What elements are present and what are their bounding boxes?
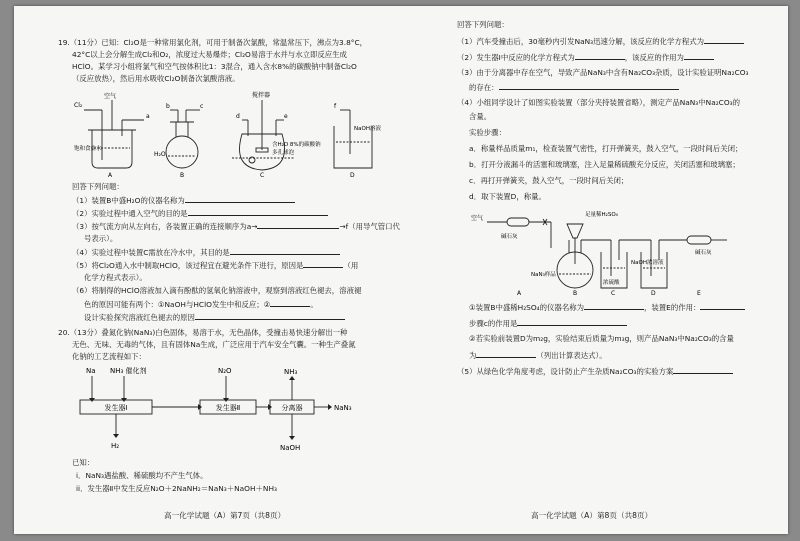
flow-nh3-out: NH₃ [284, 368, 298, 376]
q19-item-3: （3）按气流方向从左向右，各装置正确的连接顺序为a→ →f（用导气管口代 [72, 222, 400, 231]
fig2-soda-lime-a: 碱石灰 [501, 234, 518, 240]
fig2-label-d: D [651, 290, 656, 296]
q19-item-6-cont: 色的原因可能有两个：①NaOH与HClO发生中和反应；② 。 [84, 300, 318, 309]
q19-line-1: 19.（11分）已知：Cl₂O是一种常用氯化剂，可用于制备次氯酸，常温常压下，沸点为3.8°C， [58, 38, 368, 47]
q20-item-2: （2）发生器Ⅰ中反应的化学方程式为 ，该反应的作用为 [457, 52, 714, 62]
fig2-label-b: B [573, 290, 578, 296]
page-7-footer: 高一化学试题（A）第7页（共8页） [164, 511, 286, 520]
q19-item-2: （2）实验过程中通入空气的目的是 [72, 208, 328, 218]
q20-known-label: 已知： [72, 458, 95, 467]
label-cl2: Cl₂ [74, 102, 83, 109]
flow-naoh: NaOH [280, 444, 301, 452]
flow-separator: 分离器 [281, 404, 303, 412]
apparatus-a: A [108, 172, 113, 178]
q20-line-1: 20.（13分）叠氮化钠(NaN₃)白色固体，易溶于水，无色晶体，受撞击易快速分解出一种 [58, 328, 348, 337]
port-f: f [334, 103, 337, 110]
q20-apparatus-figure [471, 204, 741, 296]
q19-line-4: （反应放热），然后用水吸收Cl₂O制备次氯酸溶液。 [72, 74, 240, 83]
q20-answer-intro: 回答下列问题： [457, 20, 509, 29]
sub-q2-cont: 为 （列出计算表达式）。 [469, 351, 607, 360]
q19-item-6-design: 设计实验探究溶液红色褪去的原因 [84, 312, 345, 322]
port-a: a [146, 113, 150, 120]
q19-item-5: （5）将Cl₂O通入水中制取HClO，该过程宜在避光条件下进行，原因是 （用 [72, 261, 359, 270]
q19-answer-intro: 回答下列问题： [72, 182, 124, 191]
label-porous-bubbler: 多孔球泡 [272, 150, 295, 156]
port-e: e [284, 113, 288, 120]
flow-generator-1: 发生器Ⅰ [104, 404, 128, 412]
port-d: d [236, 113, 240, 120]
fig2-conc-h2so4: 浓硫酸 [603, 280, 620, 286]
flow-nh3-catalyst: NH₃ 催化剂 [110, 367, 147, 375]
q20-process-flow [74, 364, 394, 454]
q19-line-2: 42°C以上会分解生成Cl₂和O₂，浓度过大易爆炸；Cl₂O易溶于水并与水立即反应生成 [72, 50, 347, 59]
port-c: c [200, 103, 204, 110]
q19-item-3-cont: 号表示）。 [84, 234, 118, 243]
flow-nan3-product: NaN₃ [334, 404, 352, 412]
fig2-dilute-h2so4: 足量稀H₂SO₄ [585, 212, 618, 218]
q20-line-3: 化钠的工艺流程如下： [72, 352, 146, 361]
step-b: b．打开分液漏斗的活塞和玻璃塞，注入足量稀硫酸充分反应，关闭活塞和玻璃塞； [469, 160, 740, 169]
q20-item-4: （4）小组同学设计了如图实验装置（部分夹持装置省略），测定产品NaN₃中Na₂CO₃的 [457, 98, 741, 107]
fig2-nan3-sample: NaN₃样品 [531, 272, 556, 278]
q20-item-3: （3）由于分离器中存在空气，导致产品NaN₃中含有Na₂CO₃杂质，设计实验证明Na₂CO₃ [457, 68, 749, 77]
exam-sheet [14, 6, 788, 534]
q20-known-2: ii．发生器Ⅱ中发生反应N₂O＋2NaNH₂＝NaN₃＋NaOH＋NH₃ [76, 484, 277, 493]
q20-known-1: i．NaN₃遇盐酸、稀硫酸均不产生气体。 [76, 471, 208, 480]
q20-item-3-cont: 的存在： [469, 82, 679, 92]
flow-na: Na [86, 367, 96, 375]
step-d: d．取下装置D，称量。 [469, 192, 546, 201]
step-a: a．称量样品质量m₁，检查装置气密性，打开弹簧夹，鼓入空气，一段时间后关闭； [469, 144, 743, 153]
apparatus-d: D [350, 172, 355, 178]
fig2-label-c: C [611, 290, 616, 296]
fig2-label-a: A [517, 290, 522, 296]
flow-n2o: N₂O [218, 367, 232, 375]
label-stirrer: 搅拌器 [252, 92, 271, 99]
port-b: b [166, 103, 170, 110]
flow-generator-2: 发生器Ⅱ [215, 404, 241, 412]
sub-q1: ①装置B中盛稀H₂SO₄的仪器名称为 ，装置E的作用： [469, 302, 745, 312]
q20-item-1: （1）汽车受撞击后，30毫秒内引发NaN₃迅速分解，该反应的化学方程式为 [457, 36, 744, 46]
label-h2o: H₂O [154, 151, 166, 158]
page-7 [14, 6, 401, 534]
q19-item-6: （6）将制得的HClO溶液加入滴有酚酞的氢氧化钠溶液中，观察到溶液红色褪去，溶液褪 [72, 286, 362, 295]
page-8-footer: 高一化学试题（A）第8页（共8页） [531, 511, 653, 520]
label-saturated-brine: 饱和食盐水 [74, 146, 102, 152]
q19-item-1: （1）装置B中盛H₂O的仪器名称为 [72, 195, 295, 205]
q20-item-5: （5）从绿色化学角度考虑，设计防止产生杂质Na₂CO₃的实验方案 [457, 366, 733, 376]
q19-line-3: HClO。某学习小组将氯气和空气按体积比1：3混合，通入含水8%的碳酸钠中制备Cl₂O [72, 62, 357, 71]
apparatus-b: B [180, 172, 185, 178]
step-c: c．再打开弹簧夹，鼓入空气，一段时间后关闭； [469, 176, 629, 185]
sub-q1-step-c: 步骤c的作用是 [469, 318, 627, 328]
fig2-air: 空气 [471, 215, 484, 222]
fig2-naoh-solution: NaOH浓溶液 [631, 260, 664, 266]
fig2-soda-lime-e: 碱石灰 [695, 250, 712, 256]
q19-item-5-cont: 化学方程式表示）。 [84, 273, 147, 282]
label-na2co3: 含H₂O 8%的碳酸钠 [272, 142, 321, 148]
label-naoh: NaOH溶液 [354, 126, 381, 132]
q19-item-4: （4）实验过程中装置C需放在冷水中，其目的是 [72, 247, 340, 257]
apparatus-c: C [260, 172, 265, 178]
flow-h2: H₂ [111, 442, 120, 450]
q20-line-2: 无色、无味、无毒的气体，且有固体Na生成，广泛应用于汽车安全气囊。一种生产叠氮 [72, 340, 356, 349]
q19-apparatus-figure [72, 90, 392, 178]
fig2-label-e: E [697, 290, 701, 296]
sub-q2: ②若实验前装置D为m₂g，实验结束后质量为m₃g，则产品NaN₃中Na₂CO₃的含量 [469, 334, 734, 343]
page-8 [401, 6, 788, 534]
q20-item-4-cont: 含量。 [469, 112, 492, 121]
label-air: 空气 [104, 93, 117, 100]
steps-label: 实验步骤： [469, 128, 506, 137]
